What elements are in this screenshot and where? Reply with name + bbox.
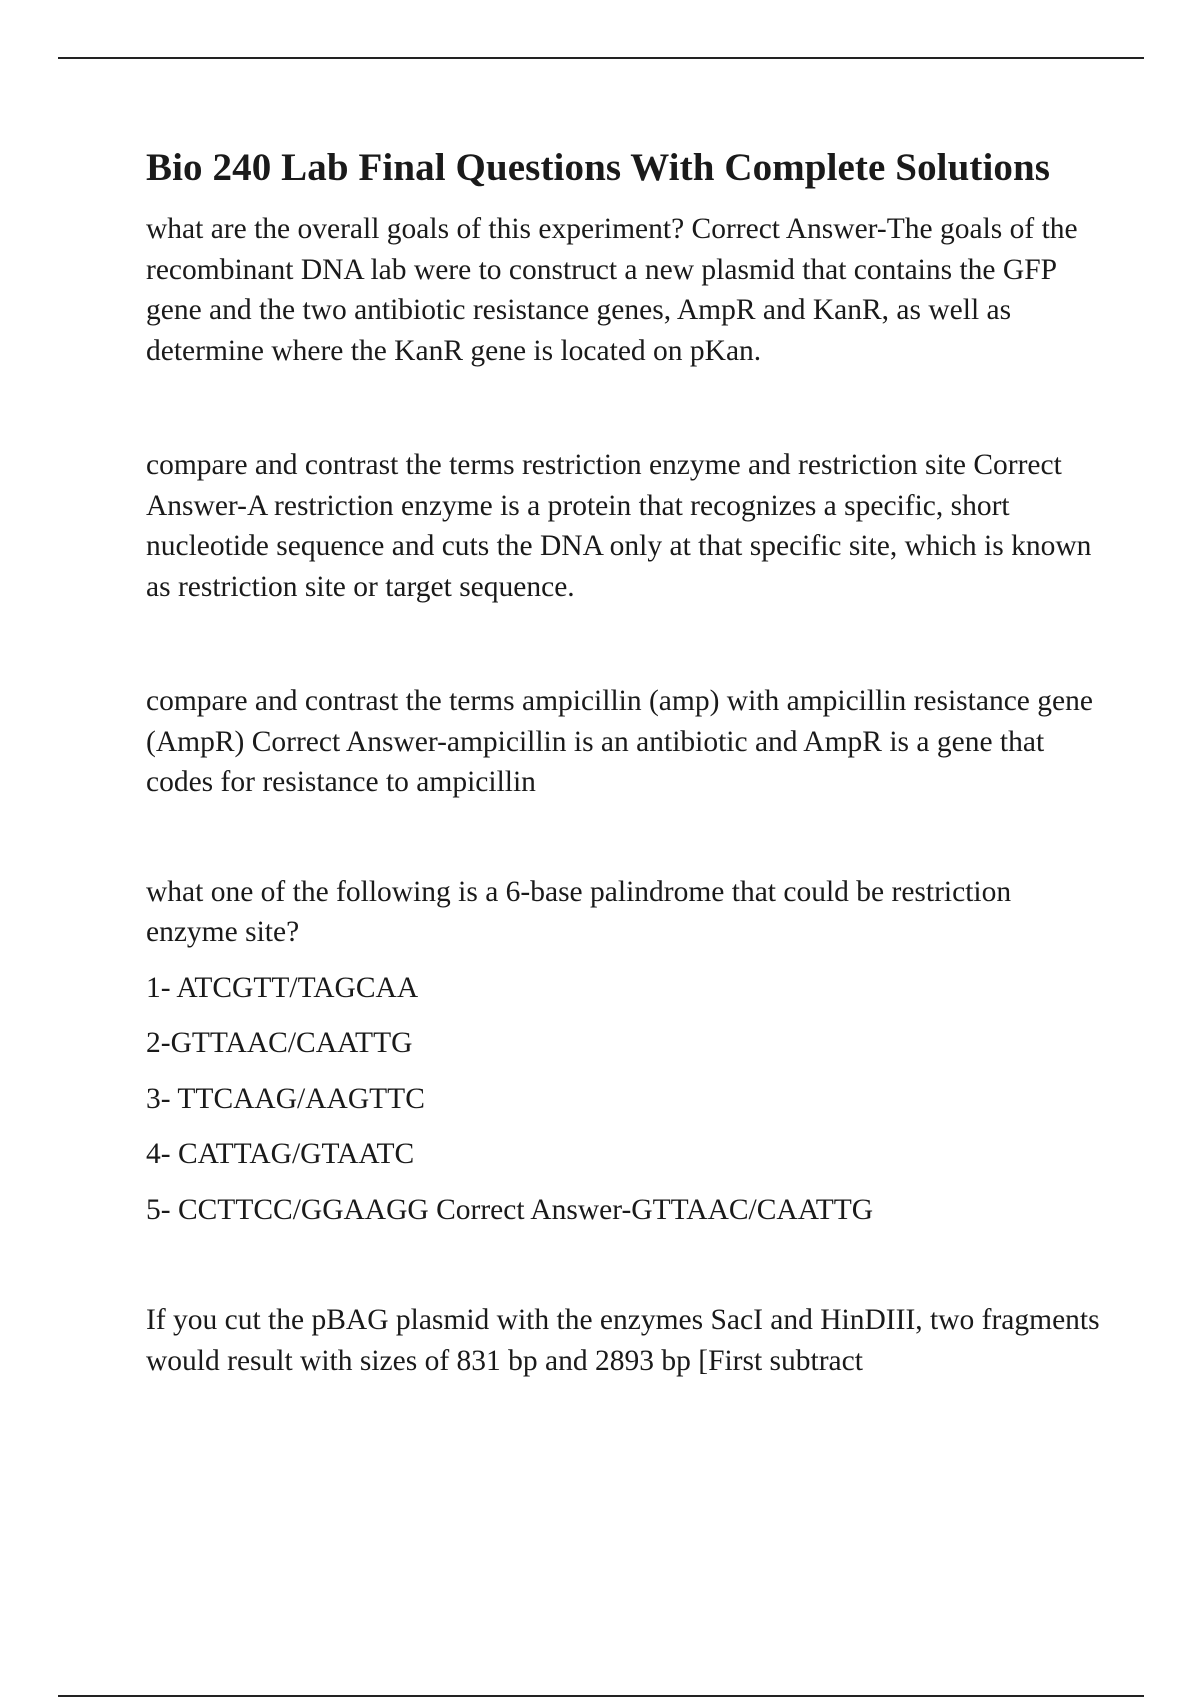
question-5: If you cut the pBAG plasmid with the enzymes SacI and HinDIII, two fragments would result with sizes of 831 bp and 2893 bp [First subtract (146, 1304, 1100, 1377)
question-3: compare and contrast the terms ampicillin (amp) with ampicillin resistance gene (AmpR) Correct Answer-ampicillin is an antibiotic and AmpR is a gene that codes for resistance to ampicillin (146, 685, 1093, 798)
question-4: what one of the following is a 6-base palindrome that could be restriction enzyme site? (146, 875, 1012, 948)
question-4-option-1: 1- ATCGTT/TAGCAA (146, 971, 419, 1004)
question-4-option-4: 4- CATTAG/GTAATC (146, 1138, 415, 1170)
footer-rule (58, 1695, 1144, 1697)
question-1: what are the overall goals of this experiment? Correct Answer-The goals of the recombinant DNA lab were to construct a new plasmid that contains the GFP gene and the two antibiotic resistance genes, AmpR and KanR, as well as determine where the KanR gene is located on pKan. (146, 213, 1078, 367)
question-4-option-3: 3- TTCAAG/AAGTTC (146, 1082, 425, 1115)
header-rule (58, 57, 1144, 59)
question-2: compare and contrast the terms restriction enzyme and restriction site Correct Answer-A restriction enzyme is a protein that recognizes a specific, short nucleotide sequence and cuts the DNA only at that specific site, which is known as restriction site or target sequence. (146, 449, 1092, 603)
question-4-option-5: 5- CCTTCC/GGAAGG Correct Answer-GTTAAC/CAATTG (146, 1193, 874, 1226)
question-4-option-2: 2-GTTAAC/CAATTG (146, 1027, 413, 1059)
document-body (146, 143, 1106, 1381)
document-title: Bio 240 Lab Final Questions With Complete Solutions (146, 146, 1051, 189)
